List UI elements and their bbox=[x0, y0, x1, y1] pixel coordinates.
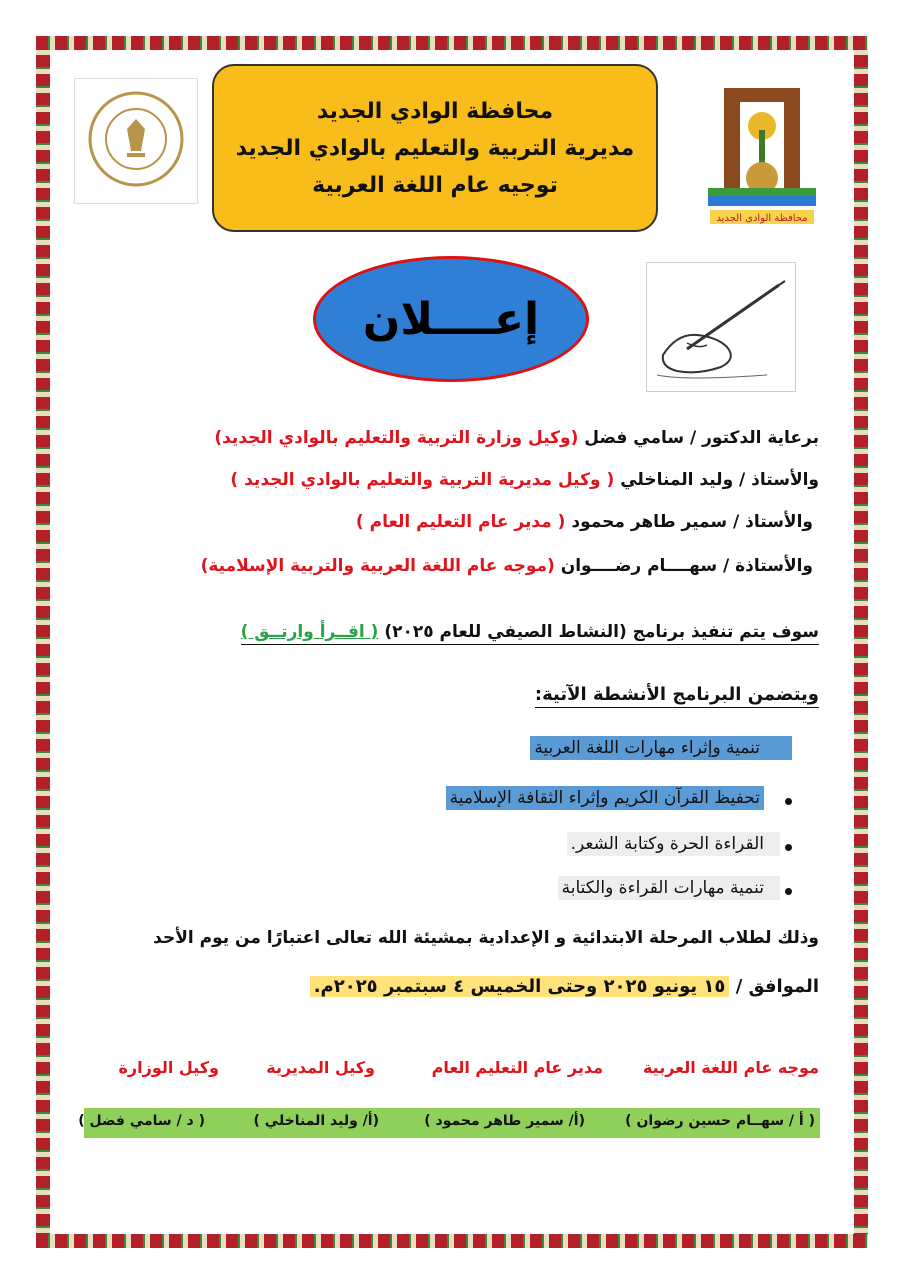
patron-3-role: ( مدير عام التعليم العام ) bbox=[355, 512, 566, 532]
signature-title-4: وكيل الوزارة bbox=[118, 1058, 219, 1077]
closing-date-range: ١٥ يونيو ٢٠٢٥ وحتى الخميس ٤ سبتمبر ٢٠٢٥م. bbox=[310, 976, 730, 997]
list-item bbox=[380, 832, 820, 866]
header-box bbox=[212, 64, 658, 232]
patron-4-role: (موجه عام اللغة العربية والتربية الإسلامية) bbox=[200, 556, 555, 576]
activity-text: القراءة الحرة وكتابة الشعر. bbox=[567, 832, 780, 856]
patron-1-role: (وكيل وزارة التربية والتعليم بالوادي الجديد) bbox=[214, 428, 579, 448]
signature-name-3: (أ/ وليد المناخلي ) bbox=[253, 1113, 379, 1129]
patron-line-4 bbox=[201, 556, 813, 576]
bullet-icon bbox=[785, 844, 792, 851]
patron-1-name: برعاية الدكتور / سامي فضل bbox=[584, 428, 819, 448]
signature-name-1: ( أ / سهــام حسين رضوان ) bbox=[625, 1113, 815, 1129]
activity-text: تنمية مهارات القراءة والكتابة bbox=[558, 876, 780, 900]
activity-text: تحفيظ القرآن الكريم وإثراء الثقافة الإسلامية bbox=[446, 786, 764, 810]
announcement-title-badge bbox=[313, 256, 589, 382]
list-item bbox=[380, 876, 820, 910]
signature-title-1: موجه عام اللغة العربية bbox=[642, 1058, 819, 1077]
governorate-name: محافظة الوادي الجديد bbox=[316, 98, 554, 124]
governorate-emblem-logo bbox=[704, 78, 820, 228]
activity-text: تنمية وإثراء مهارات اللغة العربية bbox=[530, 736, 792, 760]
patron-4-name: والأستاذة / سهــــام رضــــوان bbox=[560, 556, 813, 576]
signature-title-3: وكيل المديرية bbox=[266, 1058, 375, 1077]
svg-text:محافظة الوادى الجديد: محافظة الوادى الجديد bbox=[716, 213, 808, 224]
bullet-icon bbox=[785, 798, 792, 805]
program-line bbox=[241, 622, 819, 645]
ministry-seal-logo bbox=[74, 78, 198, 204]
closing-line-2 bbox=[310, 976, 819, 997]
program-slogan: ( اقــرأ وارتــق ) bbox=[240, 622, 379, 642]
directorate-name: مديرية التربية والتعليم بالوادي الجديد bbox=[235, 135, 635, 161]
signature-title-2: مدير عام التعليم العام bbox=[431, 1058, 603, 1077]
announcement-title: إعــــلان bbox=[362, 293, 540, 345]
patron-line-2 bbox=[230, 470, 819, 490]
department-name: توجيه عام اللغة العربية bbox=[312, 172, 558, 198]
closing-line-1: وذلك لطلاب المرحلة الابتدائية و الإعدادية بمشيئة الله تعالى اعتبارًا من يوم الأحد bbox=[153, 928, 819, 948]
patron-line-3 bbox=[356, 512, 813, 532]
list-item bbox=[380, 786, 820, 820]
patron-3-name: والأستاذ / سمير طاهر محمود bbox=[571, 512, 813, 532]
patron-2-role: ( وكيل مديرية التربية والتعليم بالوادي الجديد ) bbox=[230, 470, 615, 490]
patron-2-name: والأستاذ / وليد المناخلي bbox=[620, 470, 819, 490]
patron-line-1 bbox=[214, 428, 819, 448]
closing-date-prefix: الموافق / bbox=[735, 976, 819, 997]
signature-name-2: (أ/ سمير طاهر محمود ) bbox=[424, 1113, 585, 1129]
signature-name-4: ( د / سامي فضل ) bbox=[78, 1113, 205, 1129]
program-text: سوف يتم تنفيذ برنامج (النشاط الصيفي للعام ٢٠٢٥) bbox=[384, 622, 819, 642]
bullet-icon bbox=[785, 888, 792, 895]
hand-writing-pen-icon bbox=[646, 262, 796, 392]
list-item bbox=[380, 736, 820, 770]
activities-heading: ويتضمن البرنامج الأنشطة الآتية: bbox=[535, 684, 819, 708]
